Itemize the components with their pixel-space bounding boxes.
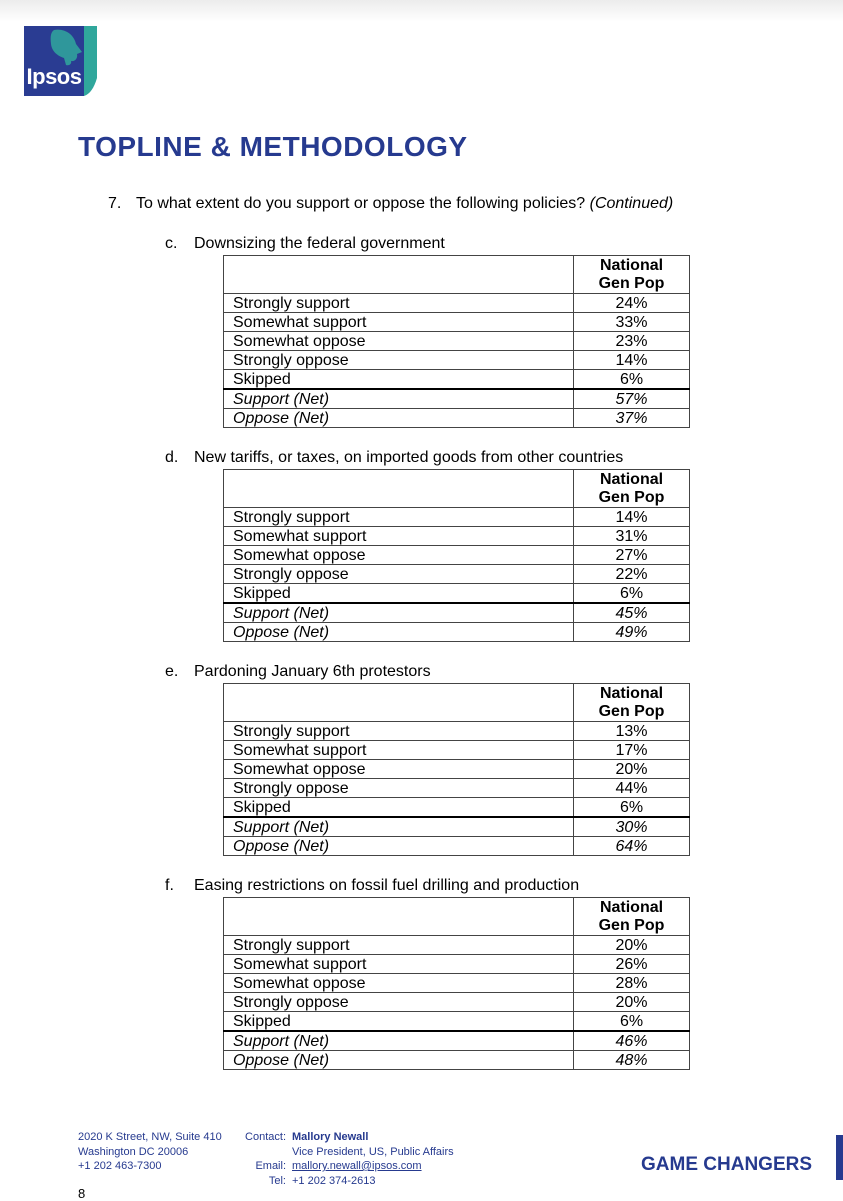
table-row — [224, 370, 690, 390]
question-text — [108, 195, 673, 213]
column-header — [574, 470, 690, 508]
contact-name: Mallory Newall — [292, 1131, 369, 1143]
row-value: 6% — [574, 798, 690, 818]
table-row — [224, 351, 690, 370]
net-row — [224, 1051, 690, 1070]
logo-text: Ipsos — [26, 64, 82, 89]
row-label: Somewhat oppose — [224, 546, 574, 565]
row-value: 49% — [574, 623, 690, 642]
section-title: Pardoning January 6th protestors — [194, 663, 431, 680]
column-header — [574, 256, 690, 294]
column-header-line: Gen Pop — [598, 702, 665, 720]
table-row — [224, 760, 690, 779]
row-label: Somewhat oppose — [224, 974, 574, 993]
header-blank-cell — [224, 470, 574, 508]
footer-phone: +1 202 463-7300 — [78, 1160, 162, 1172]
question-continued: (Continued) — [589, 195, 674, 212]
row-value: 22% — [574, 565, 690, 584]
net-row — [224, 389, 690, 409]
row-label: Strongly oppose — [224, 351, 574, 370]
table-header-row — [224, 684, 690, 722]
contact-tel: +1 202 374-2613 — [292, 1174, 376, 1187]
question-body: To what extent do you support or oppose the following policies? — [136, 195, 586, 212]
row-value: 24% — [574, 294, 690, 313]
row-label: Somewhat oppose — [224, 332, 574, 351]
row-label: Oppose (Net) — [224, 1051, 574, 1070]
column-header-line: National — [599, 898, 664, 916]
section-title: Easing restrictions on fossil fuel drilling and production — [194, 877, 580, 894]
row-value: 6% — [574, 370, 690, 390]
column-header-line: Gen Pop — [598, 274, 665, 292]
table-header-row — [224, 470, 690, 508]
column-header-line: Gen Pop — [598, 916, 665, 934]
row-value: 23% — [574, 332, 690, 351]
row-value: 44% — [574, 779, 690, 798]
column-header-line: National — [599, 470, 664, 488]
table-row — [224, 294, 690, 313]
row-value: 26% — [574, 955, 690, 974]
top-edge-shading — [0, 0, 843, 22]
table-row — [224, 565, 690, 584]
row-label: Strongly support — [224, 936, 574, 955]
section-heading — [165, 877, 579, 895]
row-label: Skipped — [224, 798, 574, 818]
header-blank-cell — [224, 256, 574, 294]
question-number: 7. — [108, 195, 122, 212]
net-row — [224, 817, 690, 837]
row-label: Skipped — [224, 370, 574, 390]
table-row — [224, 741, 690, 760]
header-blank-cell — [224, 684, 574, 722]
row-label: Strongly support — [224, 508, 574, 527]
game-changers-tagline: GAME CHANGERS — [641, 1154, 813, 1175]
row-label: Support (Net) — [224, 817, 574, 837]
row-label: Strongly support — [224, 294, 574, 313]
row-value: 33% — [574, 313, 690, 332]
row-value: 37% — [574, 409, 690, 428]
contact-email-link[interactable]: mallory.newall@ipsos.com — [292, 1160, 422, 1172]
row-label: Oppose (Net) — [224, 409, 574, 428]
row-label: Somewhat support — [224, 955, 574, 974]
table-row — [224, 993, 690, 1012]
table-row — [224, 313, 690, 332]
section-title: New tariffs, or taxes, on imported goods from other countries — [194, 449, 624, 466]
row-value: 6% — [574, 1012, 690, 1032]
table-row — [224, 722, 690, 741]
row-label: Oppose (Net) — [224, 623, 574, 642]
row-value: 6% — [574, 584, 690, 604]
row-value: 17% — [574, 741, 690, 760]
row-label: Skipped — [224, 1012, 574, 1032]
row-value: 20% — [574, 936, 690, 955]
row-value: 31% — [574, 527, 690, 546]
topline-table — [223, 897, 690, 1070]
section-letter: c. — [165, 235, 178, 252]
table-row — [224, 546, 690, 565]
footer-labels — [236, 1130, 286, 1188]
row-value: 30% — [574, 817, 690, 837]
section-letter: e. — [165, 663, 179, 680]
ipsos-logo — [24, 26, 97, 96]
table-row — [224, 332, 690, 351]
topline-table — [223, 255, 690, 428]
topline-table — [223, 683, 690, 856]
section-letter: f. — [165, 877, 174, 894]
row-value: 13% — [574, 722, 690, 741]
brand-bar — [836, 1135, 843, 1180]
section-heading — [165, 235, 445, 253]
column-header — [574, 898, 690, 936]
page-number: 8 — [78, 1186, 86, 1201]
table-row — [224, 584, 690, 604]
net-row — [224, 623, 690, 642]
page-title: TOPLINE & METHODOLOGY — [78, 131, 468, 162]
net-row — [224, 1031, 690, 1051]
topline-table — [223, 469, 690, 642]
section-heading — [165, 663, 431, 681]
email-label: Email: — [255, 1160, 286, 1172]
column-header-line: National — [599, 256, 664, 274]
row-value: 46% — [574, 1031, 690, 1051]
row-label: Support (Net) — [224, 389, 574, 409]
row-value: 20% — [574, 760, 690, 779]
row-value: 20% — [574, 993, 690, 1012]
row-value: 27% — [574, 546, 690, 565]
row-value: 64% — [574, 837, 690, 856]
row-value: 45% — [574, 603, 690, 623]
column-header-line: Gen Pop — [598, 488, 665, 506]
table-row — [224, 974, 690, 993]
net-row — [224, 603, 690, 623]
row-label: Somewhat oppose — [224, 760, 574, 779]
footer-address-line: 2020 K Street, NW, Suite 410 — [78, 1131, 222, 1143]
footer-contact — [292, 1130, 454, 1188]
footer-address — [78, 1130, 222, 1174]
column-header-line: National — [599, 684, 664, 702]
row-value: 14% — [574, 508, 690, 527]
row-label: Skipped — [224, 584, 574, 604]
row-label: Strongly oppose — [224, 993, 574, 1012]
row-label: Somewhat support — [224, 313, 574, 332]
table-header-row — [224, 256, 690, 294]
header-blank-cell — [224, 898, 574, 936]
row-value: 28% — [574, 974, 690, 993]
row-label: Somewhat support — [224, 527, 574, 546]
table-row — [224, 508, 690, 527]
row-label: Strongly oppose — [224, 779, 574, 798]
footer-address-line: Washington DC 20006 — [78, 1145, 189, 1158]
table-row — [224, 955, 690, 974]
table-header-row — [224, 898, 690, 936]
tel-label: Tel: — [268, 1174, 286, 1187]
table-row — [224, 1012, 690, 1032]
row-label: Support (Net) — [224, 1031, 574, 1051]
contact-label: Contact: — [245, 1131, 286, 1143]
section-letter: d. — [165, 449, 179, 466]
table-row — [224, 527, 690, 546]
table-row — [224, 936, 690, 955]
row-value: 14% — [574, 351, 690, 370]
row-label: Somewhat support — [224, 741, 574, 760]
row-label: Support (Net) — [224, 603, 574, 623]
section-title: Downsizing the federal government — [194, 235, 445, 252]
table-row — [224, 798, 690, 818]
row-label: Strongly support — [224, 722, 574, 741]
row-value: 57% — [574, 389, 690, 409]
row-label: Strongly oppose — [224, 565, 574, 584]
net-row — [224, 409, 690, 428]
net-row — [224, 837, 690, 856]
contact-title: Vice President, US, Public Affairs — [292, 1145, 454, 1158]
table-row — [224, 779, 690, 798]
row-value: 48% — [574, 1051, 690, 1070]
section-heading — [165, 449, 623, 467]
row-label: Oppose (Net) — [224, 837, 574, 856]
column-header — [574, 684, 690, 722]
